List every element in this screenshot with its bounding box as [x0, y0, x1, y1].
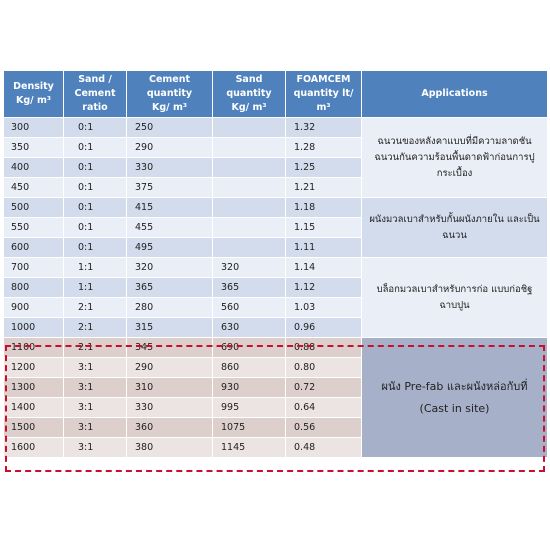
table-body [4, 118, 548, 458]
cell-sand: 930 [213, 378, 286, 398]
cell-foam: 1.11 [286, 238, 362, 258]
cell-sand [213, 118, 286, 138]
cell-density: 1300 [4, 378, 64, 398]
header-sand-quantity: Sand quantity Kg/ m³ [213, 71, 286, 118]
cell-cement: 375 [127, 178, 213, 198]
cell-ratio: 2:1 [64, 298, 127, 318]
cell-foam: 0.48 [286, 438, 362, 458]
cell-ratio: 0:1 [64, 118, 127, 138]
cell-cement: 330 [127, 158, 213, 178]
application-text-line: ฉนวนกันความร้อนพื้นดาดฟ้าก่อนการปูกระเบื้อง [374, 151, 535, 179]
cell-density: 800 [4, 278, 64, 298]
cell-foam: 1.12 [286, 278, 362, 298]
cell-ratio: 3:1 [64, 358, 127, 378]
cell-cement: 365 [127, 278, 213, 298]
cell-sand [213, 178, 286, 198]
cell-foam: 1.18 [286, 198, 362, 218]
cell-sand [213, 138, 286, 158]
application-cell [362, 258, 548, 338]
cell-sand [213, 238, 286, 258]
cell-cement: 280 [127, 298, 213, 318]
cell-ratio: 0:1 [64, 218, 127, 238]
cell-cement: 495 [127, 238, 213, 258]
foamcem-mix-table-container [3, 70, 547, 475]
cell-ratio: 0:1 [64, 198, 127, 218]
header-foamcem-quantity: FOAMCEM quantity lt/ m³ [286, 71, 362, 118]
cell-cement: 290 [127, 138, 213, 158]
cell-density: 450 [4, 178, 64, 198]
cell-sand [213, 198, 286, 218]
cell-foam: 1.03 [286, 298, 362, 318]
cell-ratio: 3:1 [64, 398, 127, 418]
cell-sand: 320 [213, 258, 286, 278]
cell-ratio: 0:1 [64, 138, 127, 158]
cell-cement: 345 [127, 338, 213, 358]
table-row [4, 198, 548, 218]
header-applications: Applications [362, 71, 548, 118]
table-row [4, 258, 548, 278]
cell-density: 900 [4, 298, 64, 318]
cell-foam: 0.88 [286, 338, 362, 358]
cell-ratio: 2:1 [64, 338, 127, 358]
cell-ratio: 3:1 [64, 438, 127, 458]
cell-ratio: 0:1 [64, 178, 127, 198]
cell-density: 300 [4, 118, 64, 138]
cell-density: 1200 [4, 358, 64, 378]
cell-foam: 1.15 [286, 218, 362, 238]
application-text-line: ผนัง Pre-fab และผนังหล่อกับที่ [381, 379, 528, 393]
cell-density: 350 [4, 138, 64, 158]
application-text-line: บล็อกมวลเบาสำหรับการก่อ แบบก่อชิฐฉาบปูน [376, 283, 533, 311]
cell-ratio: 0:1 [64, 238, 127, 258]
foamcem-mix-table [3, 70, 548, 458]
cell-sand: 690 [213, 338, 286, 358]
header-cement-quantity: Cement quantity Kg/ m³ [127, 71, 213, 118]
cell-density: 500 [4, 198, 64, 218]
cell-sand: 365 [213, 278, 286, 298]
cell-ratio: 1:1 [64, 258, 127, 278]
header-density: Density Kg/ m³ [4, 71, 64, 118]
cell-sand: 630 [213, 318, 286, 338]
cell-foam: 0.56 [286, 418, 362, 438]
cell-sand [213, 158, 286, 178]
cell-density: 550 [4, 218, 64, 238]
cell-density: 1500 [4, 418, 64, 438]
cell-cement: 415 [127, 198, 213, 218]
application-text-line: (Cast in site) [419, 401, 490, 415]
application-cell [362, 118, 548, 198]
table-row [4, 338, 548, 358]
cell-sand: 560 [213, 298, 286, 318]
cell-foam: 1.28 [286, 138, 362, 158]
cell-cement: 310 [127, 378, 213, 398]
cell-cement: 330 [127, 398, 213, 418]
cell-foam: 0.72 [286, 378, 362, 398]
header-row [4, 71, 548, 118]
cell-cement: 320 [127, 258, 213, 278]
cell-density: 1400 [4, 398, 64, 418]
cell-cement: 315 [127, 318, 213, 338]
header-sand-cement-ratio: Sand / Cement ratio [64, 71, 127, 118]
cell-ratio: 1:1 [64, 278, 127, 298]
cell-foam: 0.80 [286, 358, 362, 378]
application-cell [362, 338, 548, 458]
cell-foam: 0.64 [286, 398, 362, 418]
application-text-line: ฉนวนของหลังคาแบบที่มีความลาดชัน [377, 135, 532, 147]
cell-cement: 455 [127, 218, 213, 238]
cell-ratio: 2:1 [64, 318, 127, 338]
cell-foam: 1.21 [286, 178, 362, 198]
table-row [4, 118, 548, 138]
cell-ratio: 0:1 [64, 158, 127, 178]
cell-foam: 0.96 [286, 318, 362, 338]
cell-density: 600 [4, 238, 64, 258]
cell-density: 1000 [4, 318, 64, 338]
cell-ratio: 3:1 [64, 378, 127, 398]
cell-density: 400 [4, 158, 64, 178]
cell-density: 700 [4, 258, 64, 278]
cell-cement: 360 [127, 418, 213, 438]
cell-sand: 1145 [213, 438, 286, 458]
cell-foam: 1.25 [286, 158, 362, 178]
cell-sand: 995 [213, 398, 286, 418]
cell-sand: 860 [213, 358, 286, 378]
cell-density: 1600 [4, 438, 64, 458]
cell-sand: 1075 [213, 418, 286, 438]
cell-sand [213, 218, 286, 238]
application-text-line: ผนังมวลเบาสำหรับกั้นผนังภายใน และเป็นฉนวน [369, 213, 540, 241]
cell-cement: 250 [127, 118, 213, 138]
cell-density: 1100 [4, 338, 64, 358]
cell-cement: 380 [127, 438, 213, 458]
application-cell [362, 198, 548, 258]
cell-cement: 290 [127, 358, 213, 378]
cell-foam: 1.14 [286, 258, 362, 278]
cell-foam: 1.32 [286, 118, 362, 138]
cell-ratio: 3:1 [64, 418, 127, 438]
